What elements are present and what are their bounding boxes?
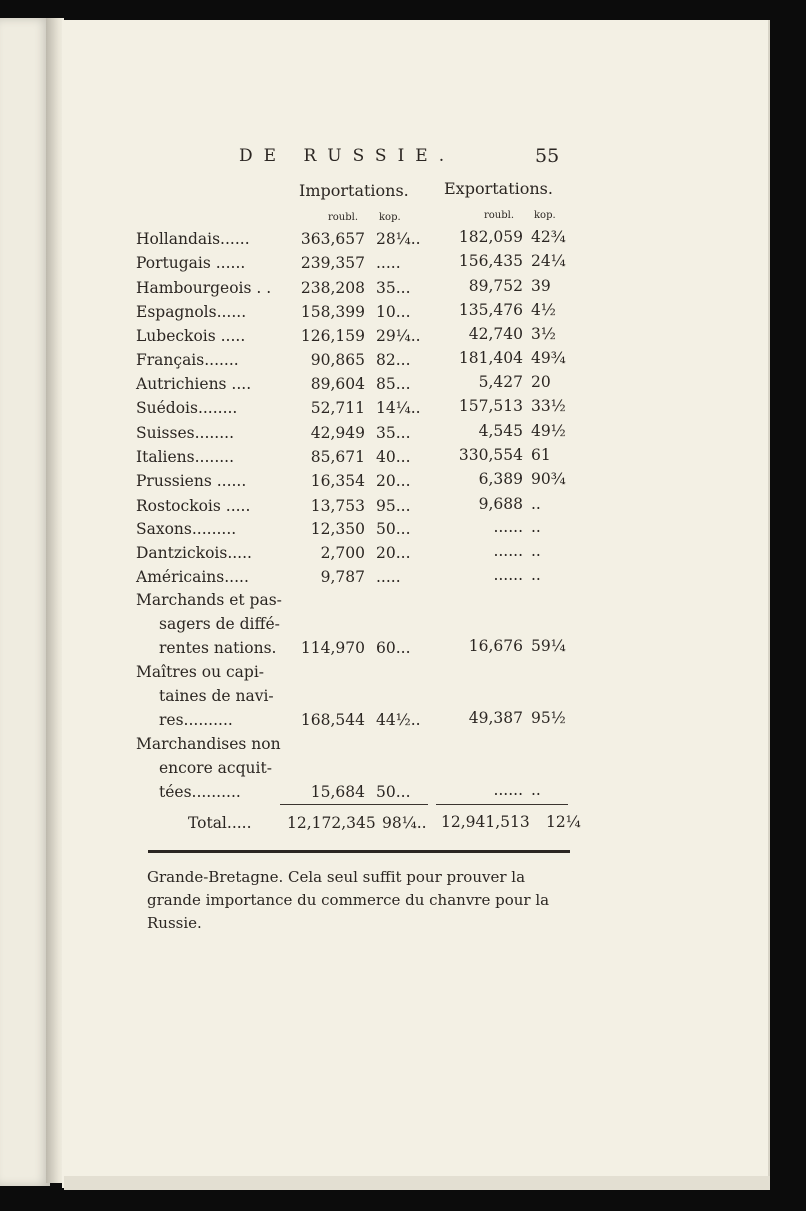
row-imports-kopecks: 85... bbox=[376, 375, 411, 393]
row-imports-roubles: 15,684 bbox=[310, 783, 365, 801]
row-imports-kopecks: 50... bbox=[376, 783, 411, 801]
row-exports-kopecks: 4½ bbox=[531, 301, 556, 319]
exports-sum-rule bbox=[436, 804, 568, 805]
row-imports-roubles: 89,604 bbox=[310, 375, 365, 393]
row-nation: Hollandais...... bbox=[136, 230, 250, 248]
row-exports-kopecks: 42¾ bbox=[531, 228, 566, 246]
total-imports-roubles: 12,172,345 bbox=[287, 814, 376, 832]
row-nation: Suédois........ bbox=[136, 399, 238, 417]
row-imports-kopecks: ..... bbox=[376, 568, 401, 586]
row-exports-kopecks: 59¼ bbox=[531, 637, 566, 655]
row-exports-roubles: ...... bbox=[493, 518, 523, 536]
row-imports-kopecks: 35... bbox=[376, 424, 411, 442]
row-imports-roubles: 9,787 bbox=[320, 568, 365, 586]
row-nation: Prussiens ...... bbox=[136, 472, 247, 490]
row-imports-roubles: 126,159 bbox=[300, 327, 365, 345]
multiline-label-line: rentes nations. bbox=[159, 639, 277, 657]
multiline-label-line: Marchandises non bbox=[136, 735, 281, 753]
exports-roubles-unit: roubl. bbox=[484, 210, 515, 221]
total-exports-kopecks: 12¼ bbox=[546, 813, 581, 831]
exports-heading: Exportations. bbox=[444, 179, 553, 198]
row-exports-roubles: 16,676 bbox=[468, 637, 523, 655]
row-exports-kopecks: 39 bbox=[531, 277, 551, 295]
row-exports-kopecks: 61 bbox=[531, 446, 551, 464]
row-nation: Italiens........ bbox=[136, 448, 235, 466]
row-exports-roubles: 4,545 bbox=[478, 422, 523, 440]
row-imports-roubles: 363,657 bbox=[300, 230, 365, 248]
total-imports-kopecks: 98¼.. bbox=[382, 814, 427, 832]
row-nation: Français....... bbox=[136, 351, 239, 369]
row-exports-roubles: 6,389 bbox=[478, 470, 523, 488]
row-imports-roubles: 42,949 bbox=[310, 424, 365, 442]
row-imports-roubles: 114,970 bbox=[300, 639, 365, 657]
row-exports-kopecks: 95½ bbox=[531, 709, 566, 727]
section-rule bbox=[148, 850, 570, 853]
row-exports-kopecks: .. bbox=[531, 495, 541, 513]
row-exports-roubles: 330,554 bbox=[458, 446, 523, 464]
row-nation: Lubeckois ..... bbox=[136, 327, 246, 345]
multiline-label-line: encore acquit- bbox=[159, 759, 272, 777]
imports-kopecks-unit: kop. bbox=[379, 212, 401, 223]
row-exports-kopecks: 49¾ bbox=[531, 349, 566, 367]
row-exports-roubles: 135,476 bbox=[458, 301, 523, 319]
row-exports-roubles: 182,059 bbox=[458, 228, 523, 246]
row-exports-kopecks: 90¾ bbox=[531, 470, 566, 488]
total-label: Total..... bbox=[188, 814, 252, 832]
row-imports-kopecks: 29¼.. bbox=[376, 327, 421, 345]
row-exports-kopecks: .. bbox=[531, 518, 541, 536]
row-imports-kopecks: 40... bbox=[376, 448, 411, 466]
row-imports-kopecks: 20... bbox=[376, 472, 411, 490]
multiline-label-line: taines de navi- bbox=[159, 687, 274, 705]
row-nation: Rostockois ..... bbox=[136, 497, 251, 515]
row-exports-kopecks: 49½ bbox=[531, 422, 566, 440]
row-imports-kopecks: 60... bbox=[376, 639, 411, 657]
paragraph-line: Grande-Bretagne. Cela seul suffit pour prouver la bbox=[147, 868, 526, 886]
row-imports-roubles: 16,354 bbox=[310, 472, 365, 490]
row-exports-roubles: ...... bbox=[493, 542, 523, 560]
row-exports-kopecks: 33½ bbox=[531, 397, 566, 415]
row-exports-roubles: ...... bbox=[493, 566, 523, 584]
row-exports-roubles: 49,387 bbox=[468, 709, 523, 727]
row-exports-roubles: 157,513 bbox=[458, 397, 523, 415]
row-exports-roubles: 9,688 bbox=[478, 495, 523, 513]
row-imports-roubles: 239,357 bbox=[300, 254, 365, 272]
running-head: DE RUSSIE. bbox=[239, 146, 456, 166]
row-nation: Hambourgeois . . bbox=[136, 279, 272, 297]
row-imports-kopecks: 20... bbox=[376, 544, 411, 562]
multiline-label-line: Marchands et pas- bbox=[136, 591, 282, 609]
facing-page-edge bbox=[0, 18, 50, 1186]
row-exports-roubles: 181,404 bbox=[458, 349, 523, 367]
page-bottom-edge bbox=[64, 1176, 770, 1190]
row-exports-kopecks: .. bbox=[531, 781, 541, 799]
row-exports-roubles: 5,427 bbox=[478, 373, 523, 391]
row-imports-kopecks: 35... bbox=[376, 279, 411, 297]
row-imports-kopecks: 95... bbox=[376, 497, 411, 515]
row-nation: Saxons......... bbox=[136, 520, 237, 538]
row-imports-roubles: 12,350 bbox=[310, 520, 365, 538]
row-imports-kopecks: 82... bbox=[376, 351, 411, 369]
row-imports-roubles: 13,753 bbox=[310, 497, 365, 515]
row-imports-kopecks: 44½.. bbox=[376, 711, 421, 729]
row-imports-kopecks: 14¼.. bbox=[376, 399, 421, 417]
multiline-label-line: Maîtres ou capi- bbox=[136, 663, 265, 681]
paragraph-line: Russie. bbox=[147, 914, 202, 932]
paragraph-line: grande importance du commerce du chanvre pour la bbox=[147, 891, 550, 909]
row-nation: Autrichiens .... bbox=[136, 375, 252, 393]
row-exports-roubles: ...... bbox=[493, 781, 523, 799]
imports-sum-rule bbox=[280, 804, 428, 805]
row-imports-roubles: 158,399 bbox=[300, 303, 365, 321]
row-exports-roubles: 42,740 bbox=[468, 325, 523, 343]
imports-heading: Importations. bbox=[299, 181, 409, 200]
row-imports-roubles: 168,544 bbox=[300, 711, 365, 729]
row-imports-roubles: 90,865 bbox=[310, 351, 365, 369]
row-exports-roubles: 89,752 bbox=[468, 277, 523, 295]
row-imports-roubles: 2,700 bbox=[320, 544, 365, 562]
row-imports-kopecks: ..... bbox=[376, 254, 401, 272]
body-paragraph bbox=[147, 866, 577, 935]
row-exports-kopecks: 3½ bbox=[531, 325, 556, 343]
row-exports-roubles: 156,435 bbox=[458, 252, 523, 270]
row-imports-kopecks: 10... bbox=[376, 303, 411, 321]
row-nation: Portugais ...... bbox=[136, 254, 246, 272]
row-nation: Américains..... bbox=[136, 568, 249, 586]
total-exports-roubles: 12,941,513 bbox=[441, 813, 530, 831]
row-exports-kopecks: 24¼ bbox=[531, 252, 566, 270]
page-number: 55 bbox=[535, 145, 560, 167]
row-nation: Dantzickois..... bbox=[136, 544, 252, 562]
row-imports-kopecks: 50... bbox=[376, 520, 411, 538]
multiline-label-line: res.......... bbox=[159, 711, 233, 729]
row-nation: Espagnols...... bbox=[136, 303, 247, 321]
row-imports-roubles: 52,711 bbox=[310, 399, 365, 417]
row-exports-kopecks: 20 bbox=[531, 373, 551, 391]
row-imports-kopecks: 28¼.. bbox=[376, 230, 421, 248]
row-imports-roubles: 85,671 bbox=[310, 448, 365, 466]
multiline-label-line: tées.......... bbox=[159, 783, 241, 801]
row-nation: Suisses........ bbox=[136, 424, 235, 442]
imports-roubles-unit: roubl. bbox=[328, 212, 359, 223]
row-imports-roubles: 238,208 bbox=[300, 279, 365, 297]
row-exports-kopecks: .. bbox=[531, 542, 541, 560]
row-exports-kopecks: .. bbox=[531, 566, 541, 584]
exports-kopecks-unit: kop. bbox=[534, 210, 556, 221]
multiline-label-line: sagers de diffé- bbox=[159, 615, 280, 633]
